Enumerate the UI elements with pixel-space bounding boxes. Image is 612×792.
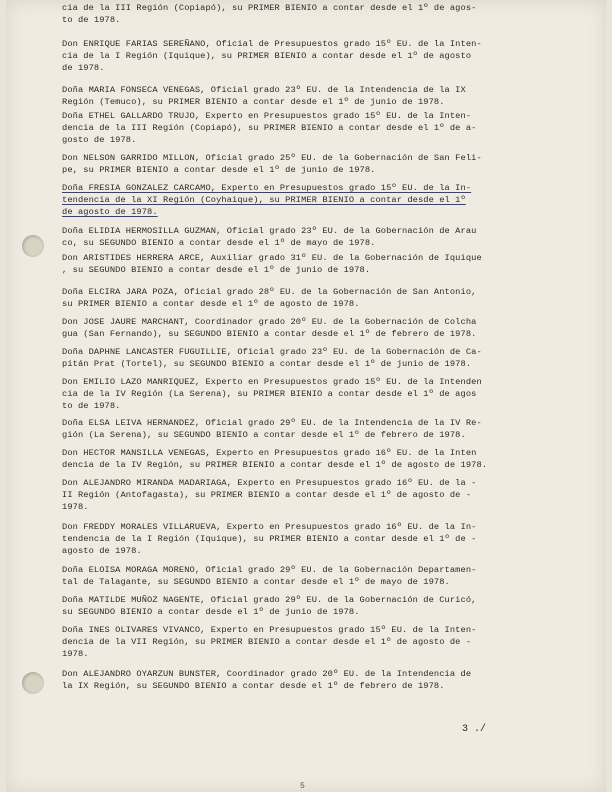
bottom-mark: 5 [300,782,305,791]
entry-paragraph: Don ARISTIDES HERRERA ARCE, Auxiliar grado 31º EU. de la Gobernación de Iquique , su SEGUNDO BIENIO a contar desde el 1º de junio de 1978. [62,253,482,275]
punch-hole [22,235,44,257]
entry-paragraph: Doña MATILDE MUÑOZ NAGENTE, Oficial grado 29º EU. de la Gobernación de Curicó, su SEGUNDO BIENIO a contar desde el 1º de junio de 1978. [62,595,477,617]
entry-paragraph: Doña INES OLIVARES VIVANCO, Experto en Presupuestos grado 15º EU. de la Inten- dencia de la VII Región, su PRIMER BIENIO a contar desde el 1º de agosto de - 1978. [62,625,477,659]
entry-paragraph: Doña ELOISA MORAGA MORENO, Oficial grado 29º EU. de la Gobernación Departamen- tal de Talagante, su SEGUNDO BIENIO a contar desde el 1º de mayo de 1978. [62,565,477,587]
entry-paragraph: Don NELSON GARRIDO MILLON, Oficial grado 25º EU. de la Gobernación de San Feli- pe, su PRIMER BIENIO a contar desde el 1º de junio de 1978. [62,153,482,175]
entry-paragraph: cia de la III Región (Copiapó), su PRIMER BIENIO a contar desde el 1º de agos- to de 1978. [62,3,477,25]
entry-paragraph: Doña DAPHNE LANCASTER FUGUILLIE, Oficial grado 23º EU. de la Gobernación de Ca- pitán Prat (Tortel), su SEGUNDO BIENIO a contar desde el 1º de junio de 1978. [62,347,482,369]
entry-paragraph: Don ENRIQUE FARIAS SEREÑANO, Oficial de Presupuestos grado 15º EU. de la Inten- cia de la I Región (Iquique), su PRIMER BIENIO a contar desde el 1º de agosto de 1978. [62,39,482,73]
page-number: 3 ./ [462,724,487,735]
entry-paragraph: Don ALEJANDRO MIRANDA MADARIAGA, Experto en Presupuestos grado 16º EU. de la - II Región (Antofagasta), su PRIMER BIENIO a contar desde el 1º de agosto de - 1978. [62,478,477,512]
entry-paragraph: Doña ELSA LEIVA HERNANDEZ, Oficial grado 29º EU. de la Intendencia de la IV Re- gión (La Serena), su SEGUNDO BIENIO a contar desde el 1º de febrero de 1978. [62,418,482,440]
punch-hole [22,672,44,694]
entry-paragraph: Don EMILIO LAZO MANRIQUEZ, Experto en Presupuestos grado 15º EU. de la Intenden cia de la IV Región (La Serena), su PRIMER BIENIO a contar desde el 1º de agos to de 1978. [62,377,482,411]
entry-paragraph: Don ALEJANDRO OYARZUN BUNSTER, Coordinador grado 20º EU. de la Intendencia de la IX Región, su SEGUNDO BIENIO a contar desde el 1º de febrero de 1978. [62,669,472,691]
entry-paragraph: Don JOSE JAURE MARCHANT, Coordinador grado 20º EU. de la Gobernación de Colcha gua (San Fernando), su SEGUNDO BIENIO a contar desde el 1º de febrero de 1978. [62,317,477,339]
entry-paragraph: Doña MARIA FONSECA VENEGAS, Oficial grado 23º EU. de la Intendencia de la IX Región (Temuco), su PRIMER BIENIO a contar desde el 1º de junio de 1978. [62,85,466,107]
entry-paragraph: Don HECTOR MANSILLA VENEGAS, Experto en Presupuestos grado 16º EU. de la Inten dencia de la IV Región, su PRIMER BIENIO a contar desde el 1º de agosto de 1978. [62,448,488,470]
entry-paragraph: Doña ELCIRA JARA POZA, Oficial grado 28º EU. de la Gobernación de San Antonio, su PRIMER BIENIO a contar desde el 1º de agosto de 1978. [62,287,477,309]
entry-paragraph: Don FREDDY MORALES VILLARUEVA, Experto en Presupuestos grado 16º EU. de la In- tendencia de la I Región (Iquique), su PRIMER BIENIO a contar desde el 1º de - agosto de 1978. [62,522,477,556]
entry-paragraph-underlined: Doña FRESIA GONZALEZ CARCAMO, Experto en Presupuestos grado 15º EU. de la In- tendencia de la XI Región (Coyhaique), su PRIMER BIENIO a contar desde el 1º de agosto de 1978. [62,183,472,217]
entry-paragraph: Doña ELIDIA HERMOSILLA GUZMAN, Oficial grado 23º EU. de la Gobernación de Arau co, su SEGUNDO BIENIO a contar desde el 1º de mayo de 1978. [62,226,477,248]
entry-paragraph: Doña ETHEL GALLARDO TRUJO, Experto en Presupuestos grado 15º EU. de la Inten- dencia de la III Región (Copiapó), su PRIMER BIENIO a contar desde el 1º de a- gosto de 1978. [62,111,477,145]
